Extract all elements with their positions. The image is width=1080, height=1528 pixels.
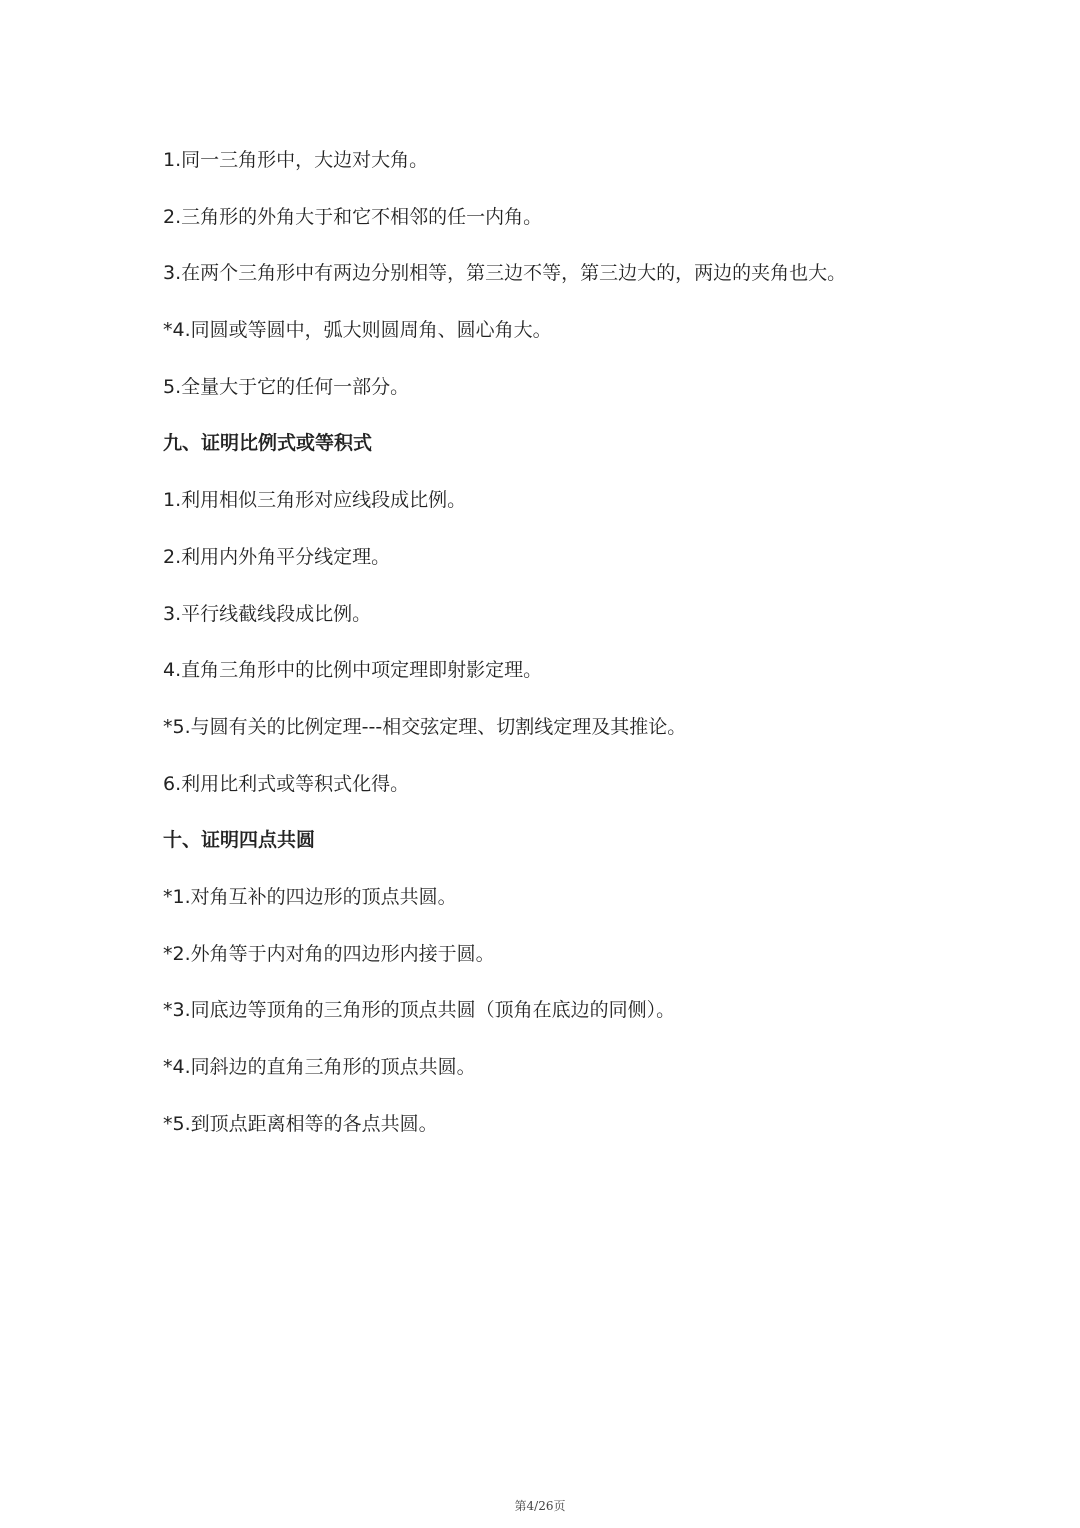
list-item: 2.三角形的外角大于和它不相邻的任一内角。: [163, 205, 543, 228]
list-item: *2.外角等于内对角的四边形内接于圆。: [163, 942, 495, 965]
list-item: 1.同一三角形中，大边对大角。: [163, 149, 429, 171]
list-item: 1.利用相似三角形对应线段成比例。: [163, 489, 467, 512]
list-item: 5.全量大于它的任何一部分。: [163, 375, 410, 398]
list-item: *5.到顶点距离相等的各点共圆。: [163, 1112, 438, 1135]
list-item: *4.同圆或等圆中，弧大则圆周角、圆心角大。: [163, 319, 552, 342]
section-heading-9: 九、证明比例式或等积式: [163, 432, 373, 455]
list-item: 3.平行线截线段成比例。: [163, 602, 372, 625]
list-item: 2.利用内外角平分线定理。: [163, 545, 391, 568]
list-item: *5.与圆有关的比例定理---相交弦定理、切割线定理及其推论。: [163, 715, 687, 738]
list-item: *1.对角互补的四边形的顶点共圆。: [163, 885, 457, 908]
list-item: 3.在两个三角形中有两边分别相等，第三边不等，第三边大的，两边的夹角也大。: [163, 262, 847, 285]
list-item: 4.直角三角形中的比例中项定理即射影定理。: [163, 659, 543, 682]
page-number-footer: 第4/26页: [514, 1499, 566, 1513]
section-heading-10: 十、证明四点共圆: [163, 829, 316, 852]
list-item: *4.同斜边的直角三角形的顶点共圆。: [163, 1056, 476, 1078]
page-content: [163, 140, 1023, 1160]
list-item: *3.同底边等顶角的三角形的顶点共圆（顶角在底边的同侧）。: [163, 999, 676, 1022]
list-item: 6.利用比利式或等积式化得。: [163, 772, 410, 795]
